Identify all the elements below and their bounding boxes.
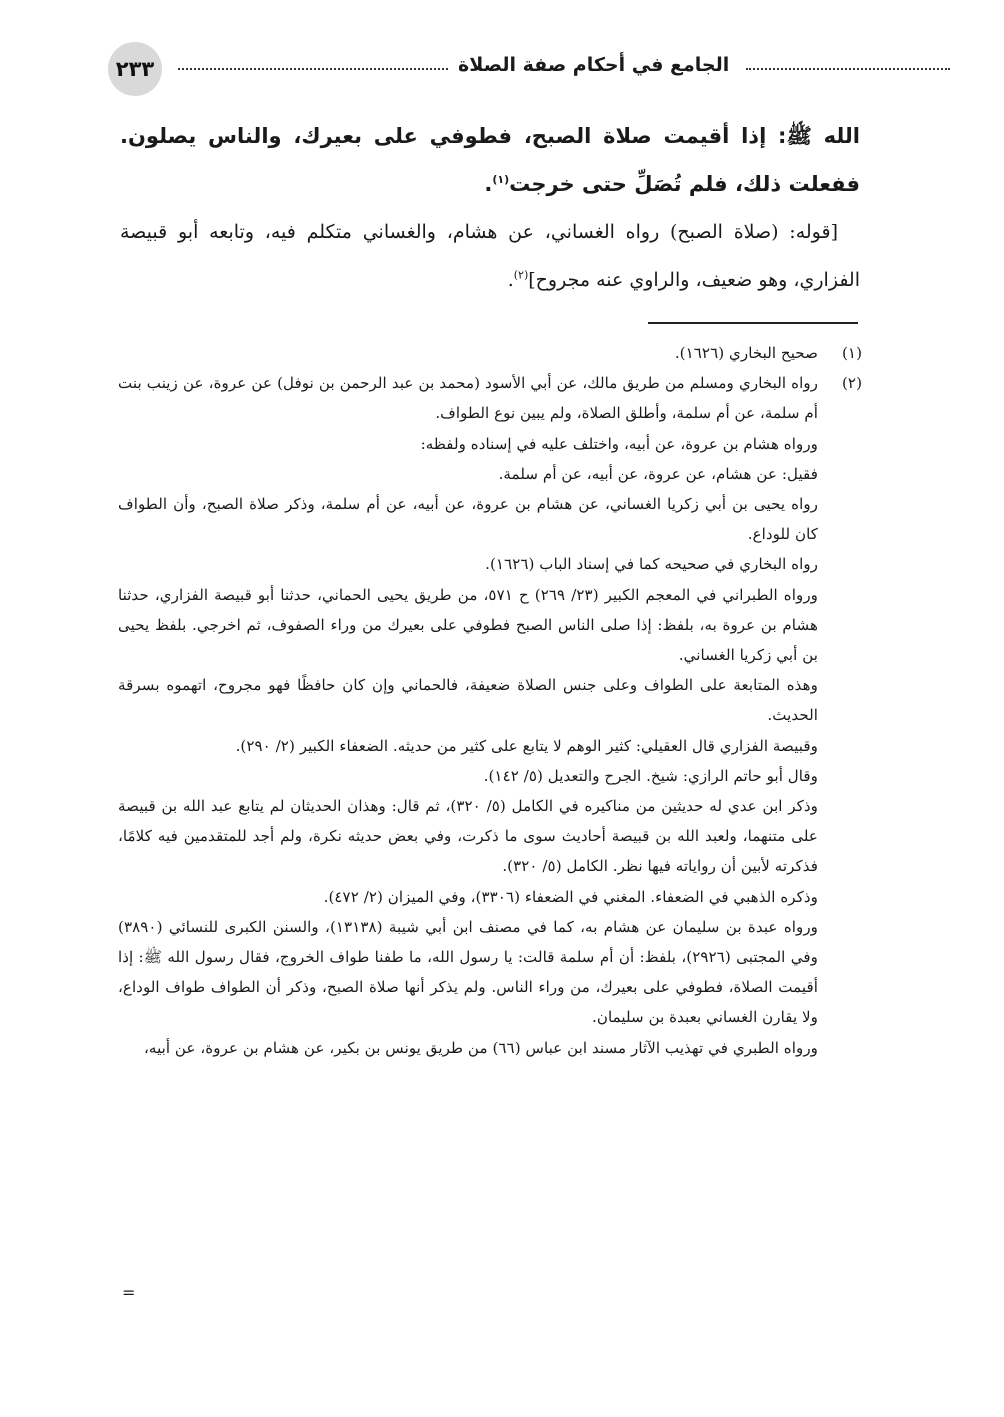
footnote-marker: (١) bbox=[492, 173, 510, 186]
hadith-body: الله ﷺ: إذا أقيمت صلاة الصبح، فطوفي على بعيرك، والناس يصلون. ففعلت ذلك، فلم تُصَلِّ حتى خرجت bbox=[120, 124, 860, 196]
main-text bbox=[120, 112, 860, 304]
commentary-text bbox=[120, 208, 860, 304]
header-dotted-leader bbox=[746, 68, 950, 70]
footnote-body bbox=[118, 368, 818, 1063]
footnote-paragraph: وقبيصة الفزاري قال العقيلي: كثير الوهم لا يتابع على كثير من حديثه. الضعفاء الكبير (٢/ ٢٩٠). bbox=[235, 736, 818, 755]
footnote-paragraph: ورواه عبدة بن سليمان عن هشام به، كما في مصنف ابن أبي شيبة (١٣١٣٨)، والسنن الكبرى للنسائي (٣٨٩٠) وفي المجتبى (٢٩٢٦)، بلفظ: أن أم سلمة قالت: يا رسول الله، ما طفنا طواف الخروج، فقال رسول الله ﷺ: إذا أقيمت الصلاة، فطوفي على بعيرك، من وراء الناس. ولم يذكر أنها صلاة الصبح، وذكر أن الطواف طواف الوداع، ولا يقارن الغساني بعبدة بن سليمان. bbox=[118, 917, 818, 1027]
footnote-number: (١) bbox=[841, 344, 862, 362]
footnote-paragraph: ورواه هشام بن عروة، عن أبيه، واختلف عليه في إسناده ولفظه: bbox=[420, 434, 818, 453]
page-header bbox=[108, 40, 853, 96]
footnote-paragraph: ورواه الطبري في تهذيب الآثار مسند ابن عباس (٦٦) من طريق يونس بن بكير، عن هشام بن عروة، عن أبيه، bbox=[144, 1038, 818, 1057]
footnote-body bbox=[118, 338, 818, 368]
footnote-paragraph: رواه يحيى بن أبي زكريا الغساني، عن هشام بن عروة، عن أبيه، عن أم سلمة، وذكر صلاة الصبح، وأن الطواف كان للوداع. bbox=[118, 495, 818, 544]
page-number: ٢٣٣ bbox=[108, 42, 162, 96]
header-dotted-leader bbox=[178, 68, 448, 70]
running-title: الجامع في أحكام صفة الصلاة bbox=[458, 54, 730, 76]
footnote-paragraph: فقيل: عن هشام، عن عروة، عن أبيه، عن أم سلمة. bbox=[498, 464, 818, 483]
footnote-paragraph: وقال أبو حاتم الرازي: شيخ. الجرح والتعديل (٥/ ١٤٢). bbox=[483, 766, 818, 785]
footnote bbox=[118, 368, 862, 1063]
footnote-paragraph: ورواه الطبراني في المعجم الكبير (٢٣/ ٢٦٩) ح ٥٧١، من طريق يحيى الحماني، حدثنا أبو قبيصة الفزاري، حدثنا هشام بن عروة به، بلفظ: إذا صلى الناس الصبح فطوفي على بعيرك من وراء الصفوف، ثم اخرجي. بلفظ يحيى بن أبي زكريا الغساني. bbox=[118, 585, 818, 665]
footnote-paragraph: رواه البخاري في صحيحه كما في إسناد الباب (١٦٢٦). bbox=[485, 555, 818, 574]
footnote-paragraph: رواه البخاري ومسلم من طريق مالك، عن أبي الأسود (محمد بن عبد الرحمن بن نوفل) عن عروة، عن زينب بنت أم سلمة، عن أم سلمة، وأطلق الصلاة، ولم يبين نوع الطواف. bbox=[118, 374, 818, 423]
footnote-paragraph: وذكر ابن عدي له حديثين من مناكيره في الكامل (٥/ ٣٢٠)، ثم قال: وهذان الحديثان لم يتابع عبد الله بن قبيصة على متنهما، ولعبد الله بن قبيصة أحاديث سوى ما ذكرت، وفي بعض حديثه نكرة، ولم أجد للمتقدمين فيه كلامًا، فذكرته لأبين أن رواياته فيها نظر. الكامل (٥/ ٣٢٠). bbox=[118, 797, 818, 876]
footnotes bbox=[118, 338, 862, 1063]
footnote-number: (٢) bbox=[841, 374, 862, 393]
footnote bbox=[118, 338, 862, 368]
commentary-body: [قوله: (صلاة الصبح) رواه الغساني، عن هشام، والغساني متكلم فيه، وتابعه أبو قبيصة الفزاري، وهو ضعيف، والراوي عنه مجروح] bbox=[120, 221, 860, 291]
hadith-text bbox=[120, 112, 860, 208]
continuation-mark: = bbox=[122, 1283, 136, 1302]
footnote-paragraph: وذكره الذهبي في الضعفاء. المغني في الضعفاء (٣٣٠٦)، وفي الميزان (٢/ ٤٧٢). bbox=[323, 887, 818, 906]
footnote-marker: (٢) bbox=[513, 268, 529, 282]
punctuation: . bbox=[484, 172, 493, 196]
footnote-separator bbox=[648, 322, 858, 324]
punctuation: . bbox=[507, 269, 514, 291]
footnote-paragraph: وهذه المتابعة على الطواف وعلى جنس الصلاة ضعيفة، فالحماني وإن كان حافظًا فهو مجروح، اتهموه بسرقة الحديث. bbox=[118, 676, 818, 725]
footnote-paragraph: صحيح البخاري (١٦٢٦). bbox=[674, 344, 818, 362]
